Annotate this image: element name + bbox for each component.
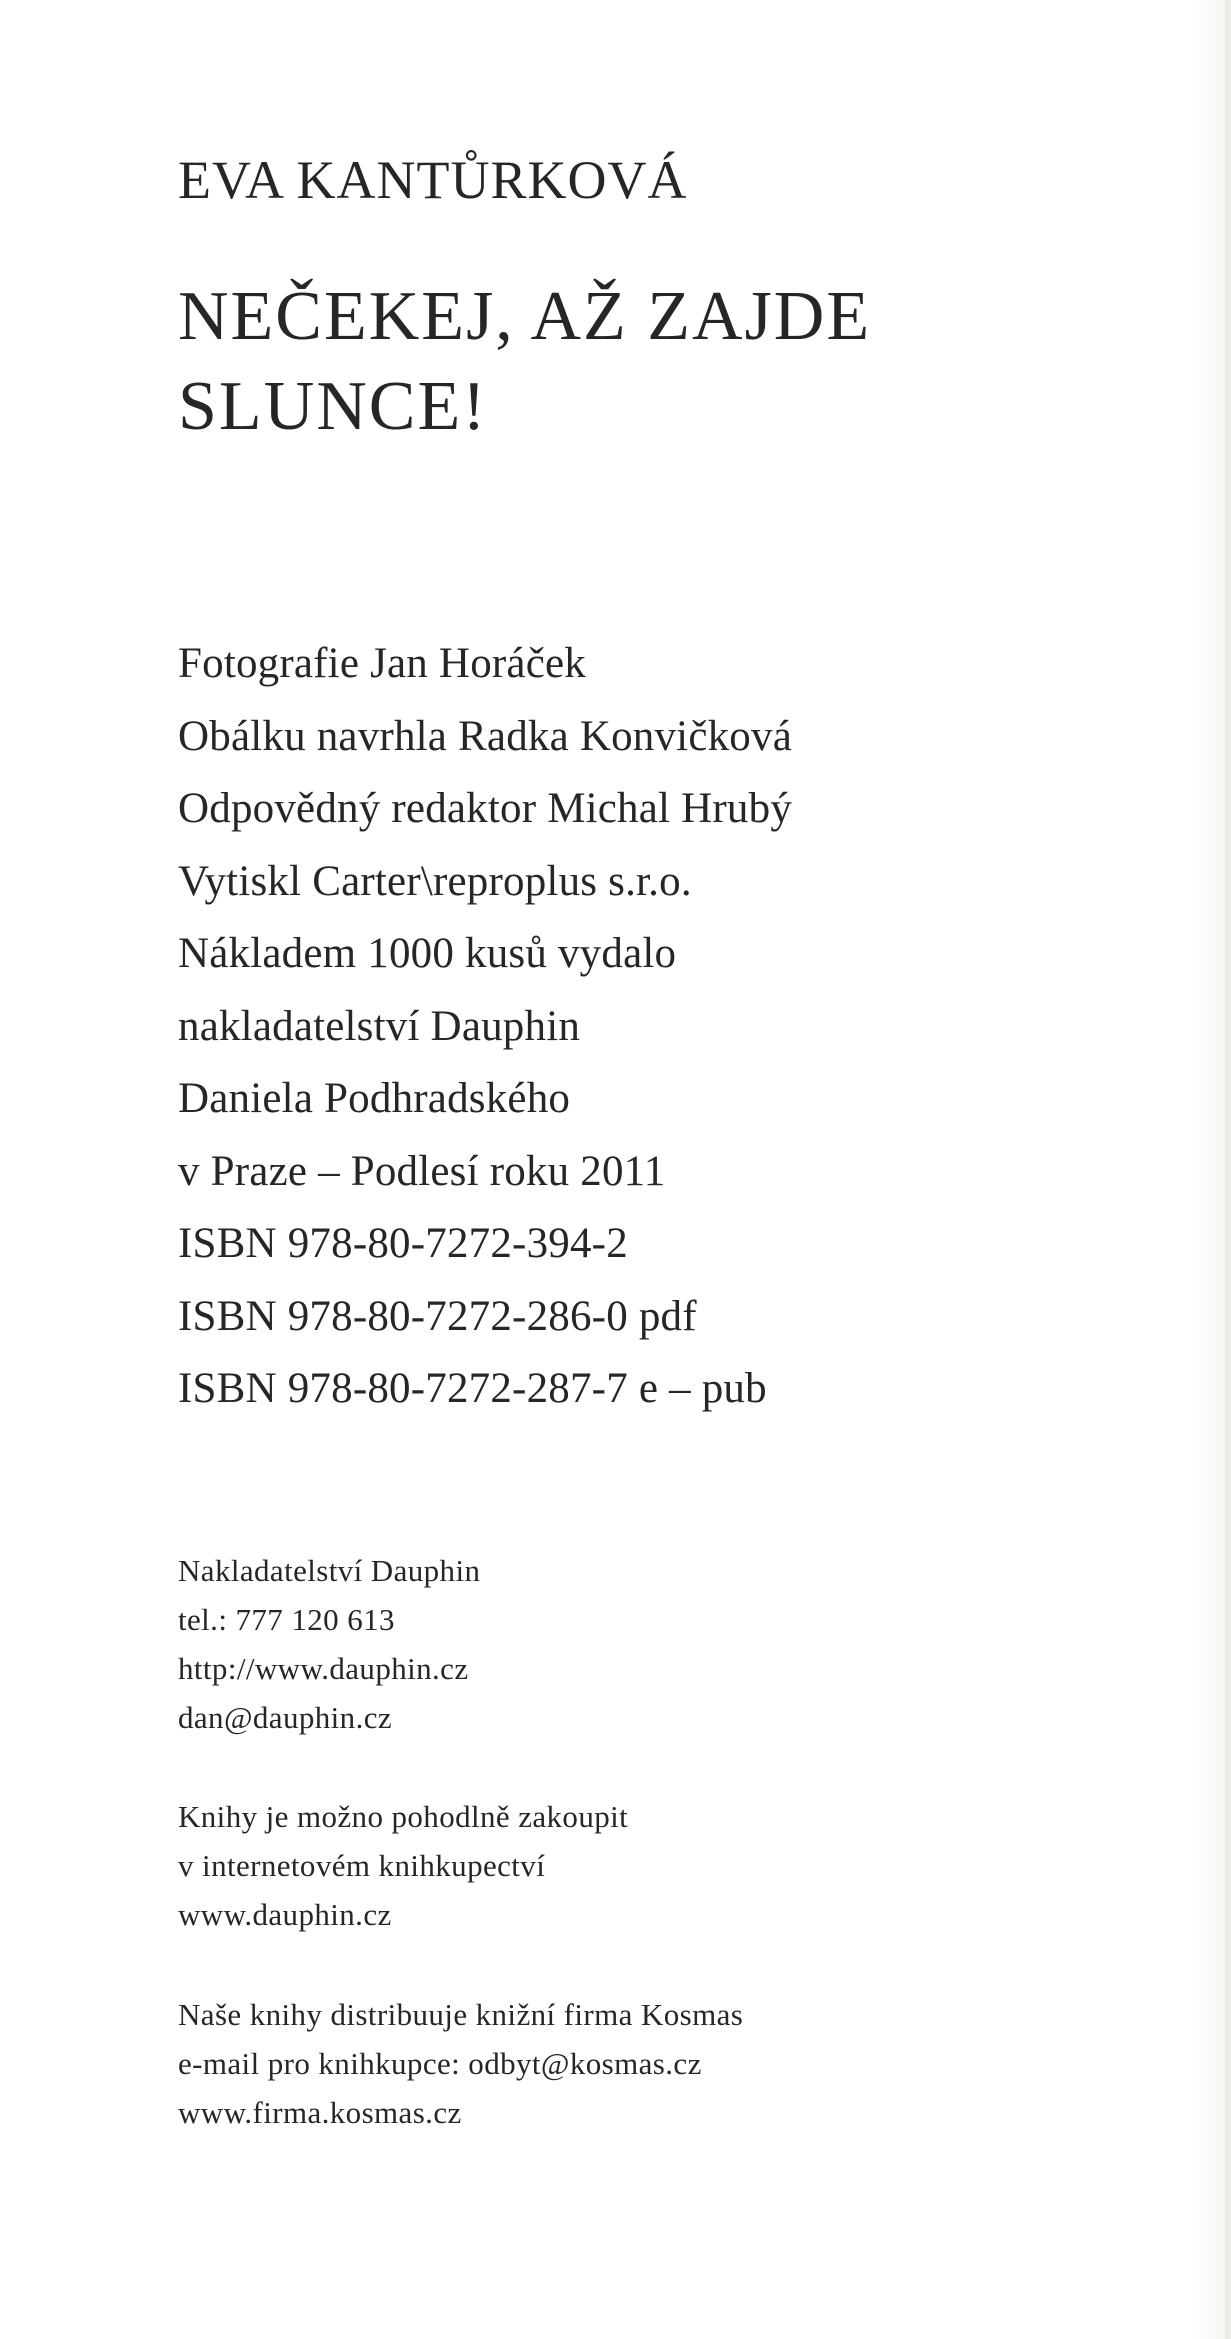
author-name: EVA KANTŮRKOVÁ — [178, 150, 688, 210]
isbn-print: ISBN 978-80-7272-394-2 — [178, 1220, 628, 1267]
credits-list — [178, 628, 792, 1426]
distribution-line: Naše knihy distribuuje knižní firma Kosmas — [178, 1997, 744, 2032]
credit-line-publisher: nakladatelství Dauphin — [178, 1002, 581, 1050]
credit-line-print-run: Nákladem 1000 kusů vydalo — [178, 930, 677, 977]
isbn-pdf: ISBN 978-80-7272-286-0 pdf — [178, 1292, 697, 1340]
credit-line-publisher-name: Daniela Podhradského — [178, 1075, 571, 1122]
distribution-website: www.firma.kosmas.cz — [178, 2095, 462, 2130]
publisher-email: dan@dauphin.cz — [178, 1700, 393, 1735]
credit-line-place-year: v Praze – Podlesí roku 2011 — [178, 1147, 666, 1195]
credit-line-printer: Vytiskl Carter\reproplus s.r.o. — [178, 857, 692, 905]
isbn-epub: ISBN 978-80-7272-287-7 e – pub — [178, 1365, 767, 1412]
book-title — [178, 272, 1128, 452]
publisher-contact — [178, 1546, 480, 1742]
distribution-info — [178, 1990, 743, 2137]
credit-line-editor: Odpovědný redaktor Michal Hrubý — [178, 785, 793, 832]
book-title-line: SLUNCE! — [178, 368, 488, 445]
credit-line-cover-design: Obálku navrhla Radka Konvičková — [178, 712, 792, 760]
credit-line-photography: Fotografie Jan Horáček — [178, 640, 586, 687]
publisher-name: Nakladatelství Dauphin — [178, 1553, 481, 1588]
shop-info-line: Knihy je možno pohodlně zakoupit — [178, 1799, 629, 1834]
shop-info — [178, 1792, 628, 1939]
publisher-phone: tel.: 777 120 613 — [178, 1602, 395, 1637]
shop-website: www.dauphin.cz — [178, 1897, 392, 1932]
page-edge — [1225, 0, 1231, 2339]
book-title-line: NEČEKEJ, AŽ ZAJDE — [178, 278, 872, 355]
distribution-email: e-mail pro knihkupce: odbyt@kosmas.cz — [178, 2046, 702, 2081]
shop-info-line: v internetovém knihkupectví — [178, 1848, 546, 1883]
publisher-website: http://www.dauphin.cz — [178, 1651, 469, 1686]
